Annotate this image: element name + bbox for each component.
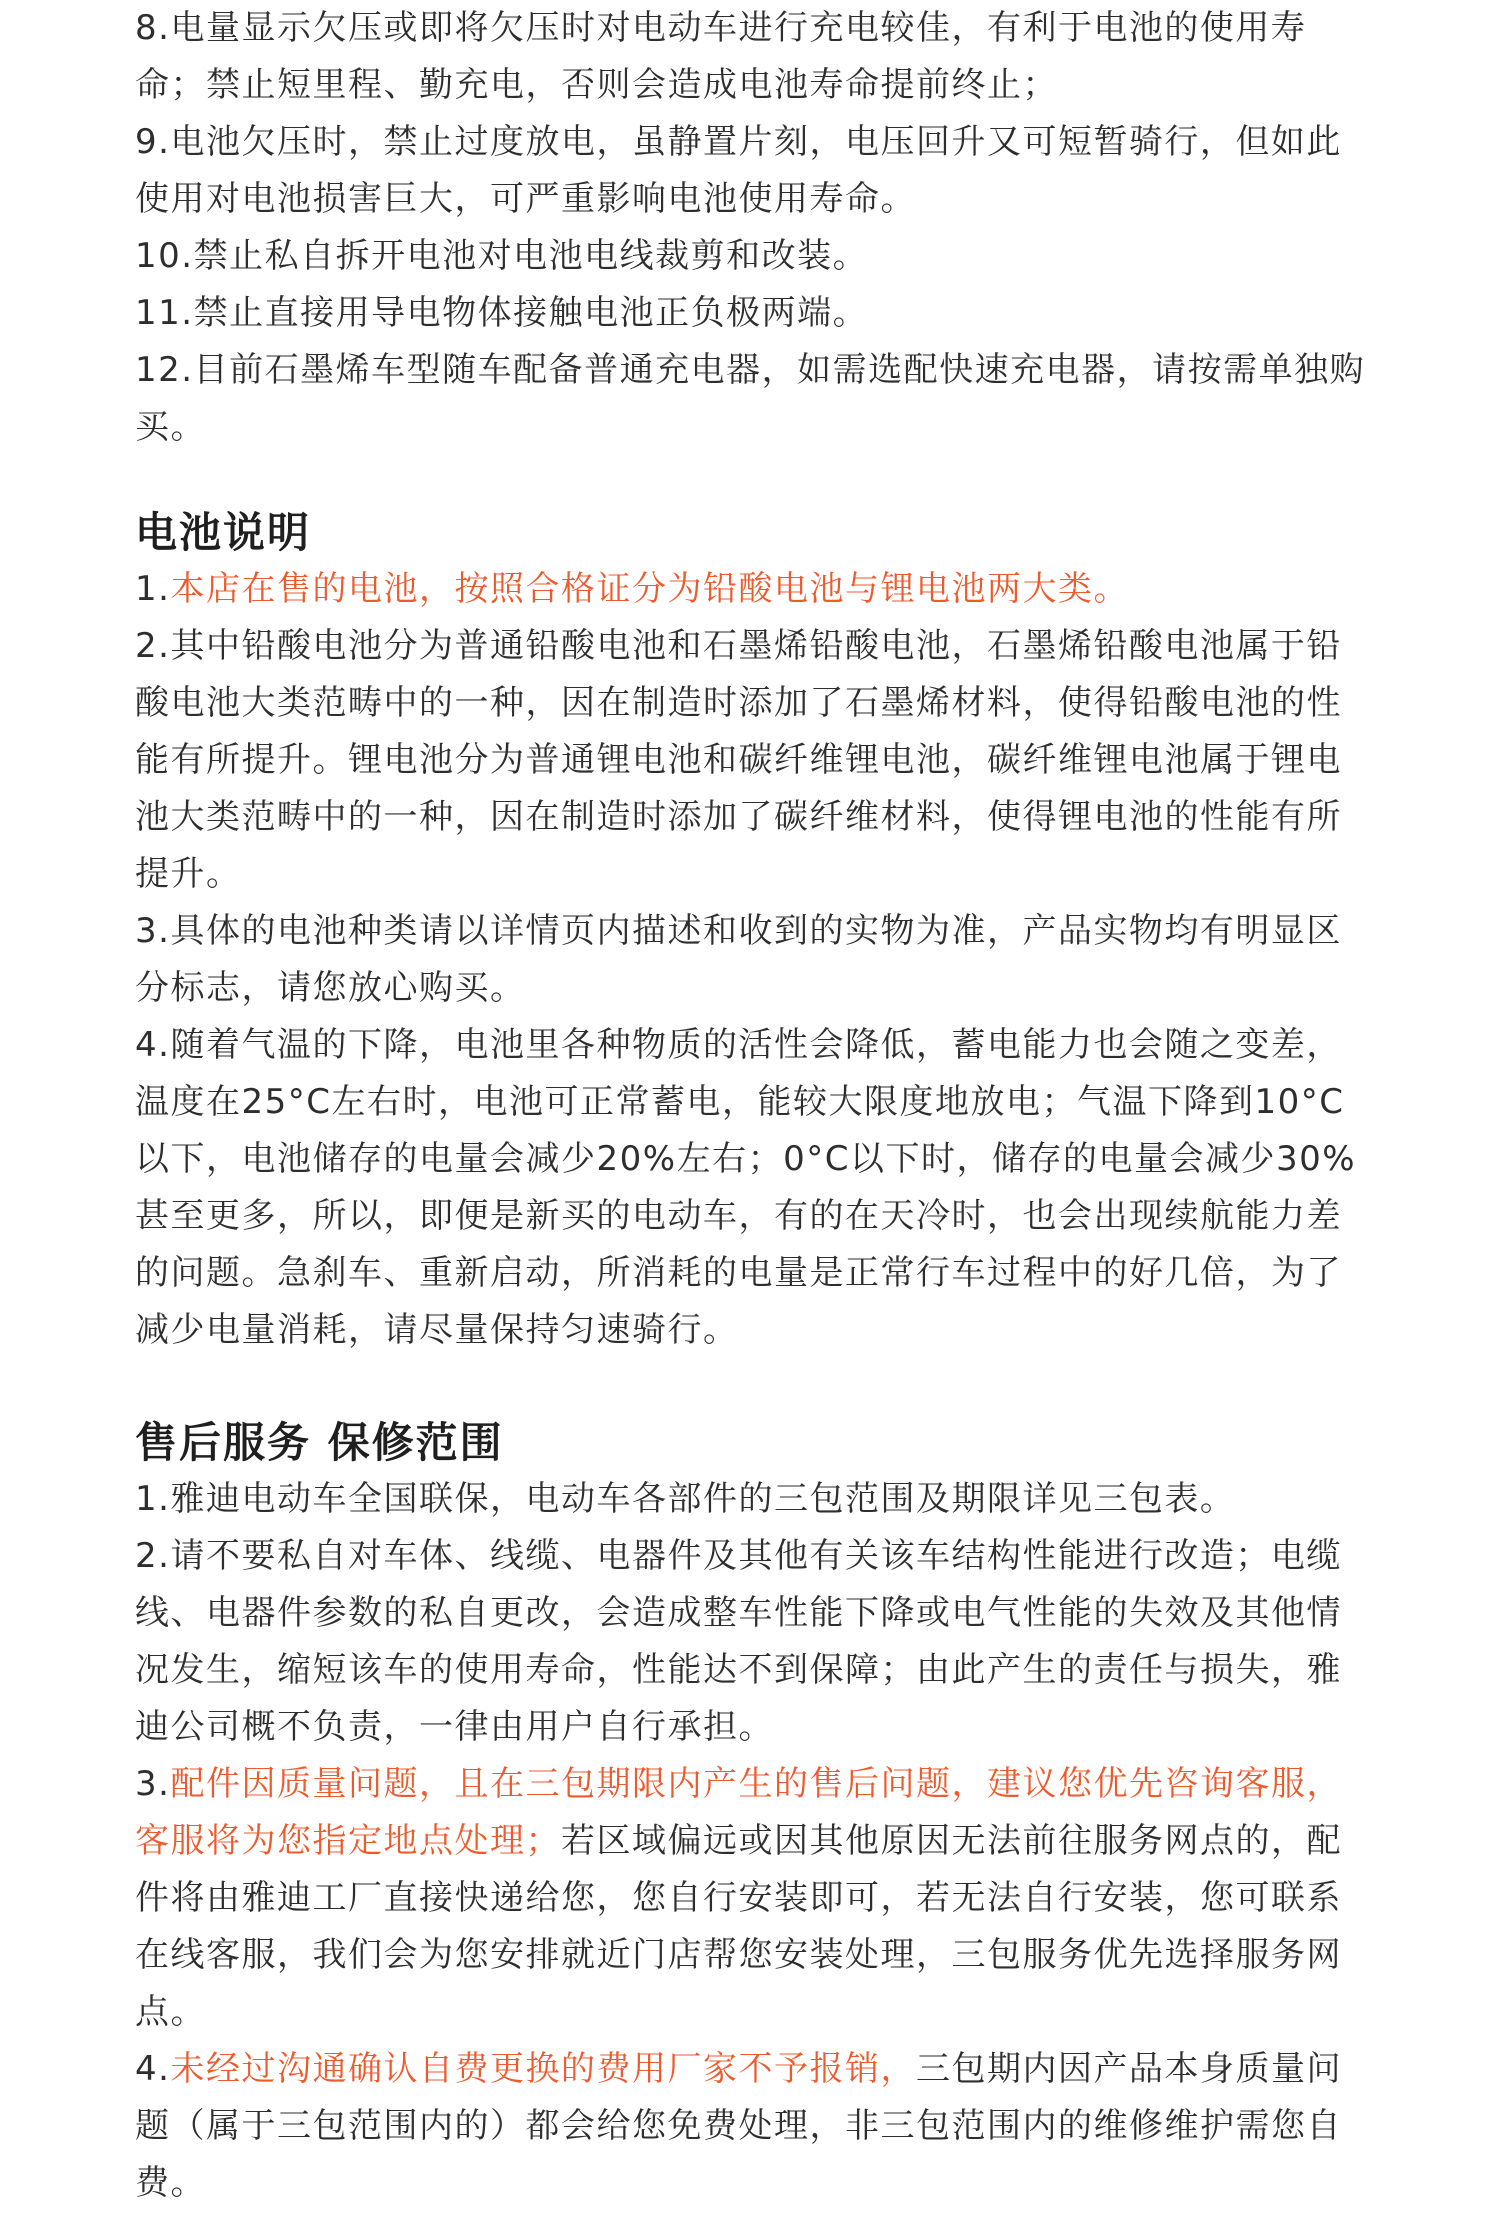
- list-item: [135, 1756, 1375, 2041]
- paragraph-text: 8.电量显示欠压或即将欠压时对电动车进行充电较佳，有利于电池的使用寿命；禁止短里程、勤充电，否则会造成电池寿命提前终止；: [135, 8, 1307, 105]
- list-item: [135, 228, 1375, 285]
- list-item: [135, 0, 1375, 114]
- list-item: [135, 561, 1375, 618]
- paragraph-text: 三包期内因产品本身质量问题（属于三包范围内的）都会给您免费处理，非三包范围内的维修维护需您自费。: [135, 2049, 1342, 2203]
- paragraph-list: [135, 0, 1375, 456]
- list-item: [135, 903, 1375, 1017]
- battery-usage-notes-continued: [135, 0, 1375, 456]
- list-item: [135, 114, 1375, 228]
- list-item: [135, 1471, 1375, 1528]
- paragraph-text: 1.雅迪电动车全国联保，电动车各部件的三包范围及期限详见三包表。: [135, 1479, 1236, 1519]
- paragraph-list: [135, 561, 1375, 1359]
- paragraph-text: 2.请不要私自对车体、线缆、电器件及其他有关该车结构性能进行改造；电缆线、电器件参数的私自更改，会造成整车性能下降或电气性能的失效及其他情况发生，缩短该车的使用寿命，性能达不到保障；由此产生的责任与损失，雅迪公司概不负责，一律由用户自行承担。: [135, 1536, 1342, 1747]
- paragraph-list: [135, 1471, 1375, 2212]
- highlighted-text: 未经过沟通确认自费更换的费用厂家不予报销，: [170, 2049, 916, 2089]
- after-sales-warranty-section: [135, 1414, 1375, 2212]
- paragraph-text: 3.: [135, 1764, 171, 1804]
- paragraph-text: 4.: [135, 2049, 171, 2089]
- paragraph-text: 11.禁止直接用导电物体接触电池正负极两端。: [135, 293, 869, 333]
- paragraph-text: 1.: [135, 569, 171, 609]
- list-item: [135, 2041, 1375, 2212]
- paragraph-text: 10.禁止私自拆开电池对电池电线裁剪和改装。: [135, 236, 869, 276]
- list-item: [135, 618, 1375, 903]
- list-item: [135, 342, 1375, 456]
- section-title-after-sales: 售后服务 保修范围: [135, 1418, 504, 1467]
- paragraph-text: 3.具体的电池种类请以详情页内描述和收到的实物为准，产品实物均有明显区分标志，请您放心购买。: [135, 911, 1342, 1008]
- paragraph-text: 2.其中铅酸电池分为普通铅酸电池和石墨烯铅酸电池，石墨烯铅酸电池属于铅酸电池大类范畴中的一种，因在制造时添加了石墨烯材料，使得铅酸电池的性能有所提升。锂电池分为普通锂电池和碳纤维锂电池，碳纤维锂电池属于锂电池大类范畴中的一种，因在制造时添加了碳纤维材料，使得锂电池的性能有所提升。: [135, 626, 1342, 894]
- list-item: [135, 1528, 1375, 1756]
- battery-description-section: [135, 504, 1375, 1359]
- highlighted-text: 本店在售的电池，按照合格证分为铅酸电池与锂电池两大类。: [170, 569, 1129, 609]
- list-item: [135, 1017, 1375, 1359]
- list-item: [135, 285, 1375, 342]
- section-title-battery: 电池说明: [135, 508, 312, 557]
- paragraph-text: 9.电池欠压时，禁止过度放电，虽静置片刻，电压回升又可短暂骑行，但如此使用对电池损害巨大，可严重影响电池使用寿命。: [135, 122, 1342, 219]
- paragraph-text: 若区域偏远或因其他原因无法前往服务网点的，配件将由雅迪工厂直接快递给您，您自行安装即可，若无法自行安装，您可联系在线客服，我们会为您安排就近门店帮您安装处理，三包服务优先选择服务网点。: [135, 1821, 1342, 2032]
- paragraph-text: 4.随着气温的下降，电池里各种物质的活性会降低，蓄电能力也会随之变差，温度在25°C左右时，电池可正常蓄电，能较大限度地放电；气温下降到10°C以下，电池储存的电量会减少20%左右；0°C以下时，储存的电量会减少30%甚至更多，所以，即便是新买的电动车，有的在天冷时，也会出现续航能力差的问题。急刹车、重新启动，所消耗的电量是正常行车过程中的好几倍，为了减少电量消耗，请尽量保持匀速骑行。: [135, 1025, 1357, 1350]
- highlighted-text: 配件因质量问题，且在三包期限内产生的售后问题，建议您优先咨询客服，客服将为您指定地点处理；: [135, 1764, 1342, 1861]
- paragraph-text: 12.目前石墨烯车型随车配备普通充电器，如需选配快速充电器，请按需单独购买。: [135, 350, 1366, 447]
